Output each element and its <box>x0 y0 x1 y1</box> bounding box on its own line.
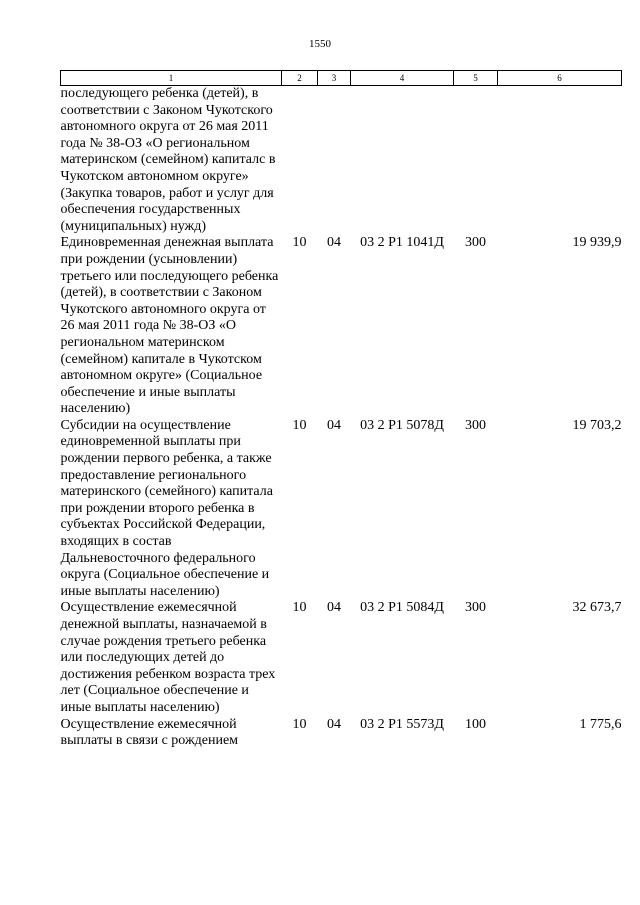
table-header <box>61 71 622 86</box>
row-section <box>282 86 318 236</box>
row-name: Осуществление ежемесячной денежной выплаты, назначаемой в случае рождения третьего ребенка или последующих детей до достижения ребенком возраста трех лет (Социальное обеспечение и иные выплаты населению) <box>60 600 276 715</box>
row-subsection: 04 <box>327 235 341 251</box>
row-target-code: 03 2 Р1 5084Д <box>360 600 444 616</box>
header-col-3: 3 <box>318 71 351 86</box>
table-row <box>61 717 622 750</box>
row-amount: 19 703,2 <box>572 417 622 433</box>
row-target-code: 03 2 Р1 5573Д <box>360 716 444 732</box>
row-section: 10 <box>292 600 307 616</box>
row-target-code: 03 2 Р1 1041Д <box>360 235 444 251</box>
row-section: 10 <box>292 716 307 732</box>
table-body <box>61 86 622 750</box>
header-col-2: 2 <box>282 71 318 86</box>
row-expense-type: 300 <box>465 600 486 616</box>
row-target-code: 03 2 Р1 5078Д <box>360 417 444 433</box>
row-name: Осуществление ежемесячной выплаты в связи с рождением <box>60 716 239 749</box>
row-name: Субсидии на осуществление единовременной выплаты при рождении первого ребенка, а также предоставление регионального материнского (семейного) капитала при рождении второго ребенка в субъектах Российской Федерации, входящих в состав Дальневосточного федерального округа (Социальное обеспечение и иные выплаты населению) <box>60 417 273 599</box>
row-target-code <box>351 86 454 236</box>
row-amount: 1 775,6 <box>579 716 622 732</box>
row-subsection <box>318 86 351 236</box>
row-name: последующего ребенка (детей), в соответствии с Законом Чукотского автономного округа от 26 мая 2011 года № 38-ОЗ «О региональном материнском (семейном) капиталс в Чукотском автономном округе» (Закупка товаров, работ и услуг для обеспечения государственных (муниципальных) нужд) <box>60 86 276 234</box>
row-subsection: 04 <box>327 600 341 616</box>
row-expense-type <box>454 86 498 236</box>
header-col-5: 5 <box>454 71 498 86</box>
row-subsection: 04 <box>327 417 341 433</box>
row-section: 10 <box>292 235 307 251</box>
row-expense-type: 100 <box>465 716 486 732</box>
row-subsection: 04 <box>327 716 341 732</box>
budget-table-container <box>60 70 621 750</box>
table-row <box>61 86 622 236</box>
table-row <box>61 235 622 418</box>
row-expense-type: 300 <box>465 235 486 251</box>
row-expense-type: 300 <box>465 417 486 433</box>
header-row <box>61 71 622 86</box>
table-row <box>61 418 622 601</box>
header-col-1: 1 <box>61 71 282 86</box>
row-name: Единовременная денежная выплата при рождении (усыновлении) третьего или последующего ребенка (детей), в соответствии с Законом Чукотского автономного округа от 26 мая 2011 года № 38-ОЗ «О региональном материнском (семейном) капитале в Чукотском автономном округе» (Социальное обеспечение и иные выплаты населению) <box>60 235 279 417</box>
row-amount: 19 939,9 <box>572 235 622 251</box>
row-amount <box>498 86 622 236</box>
header-col-6: 6 <box>498 71 622 86</box>
row-amount: 32 673,7 <box>572 600 622 616</box>
page-number: 1550 <box>309 38 331 50</box>
row-section: 10 <box>292 417 307 433</box>
header-col-4: 4 <box>351 71 454 86</box>
table-row <box>61 600 622 716</box>
budget-table <box>60 70 622 750</box>
